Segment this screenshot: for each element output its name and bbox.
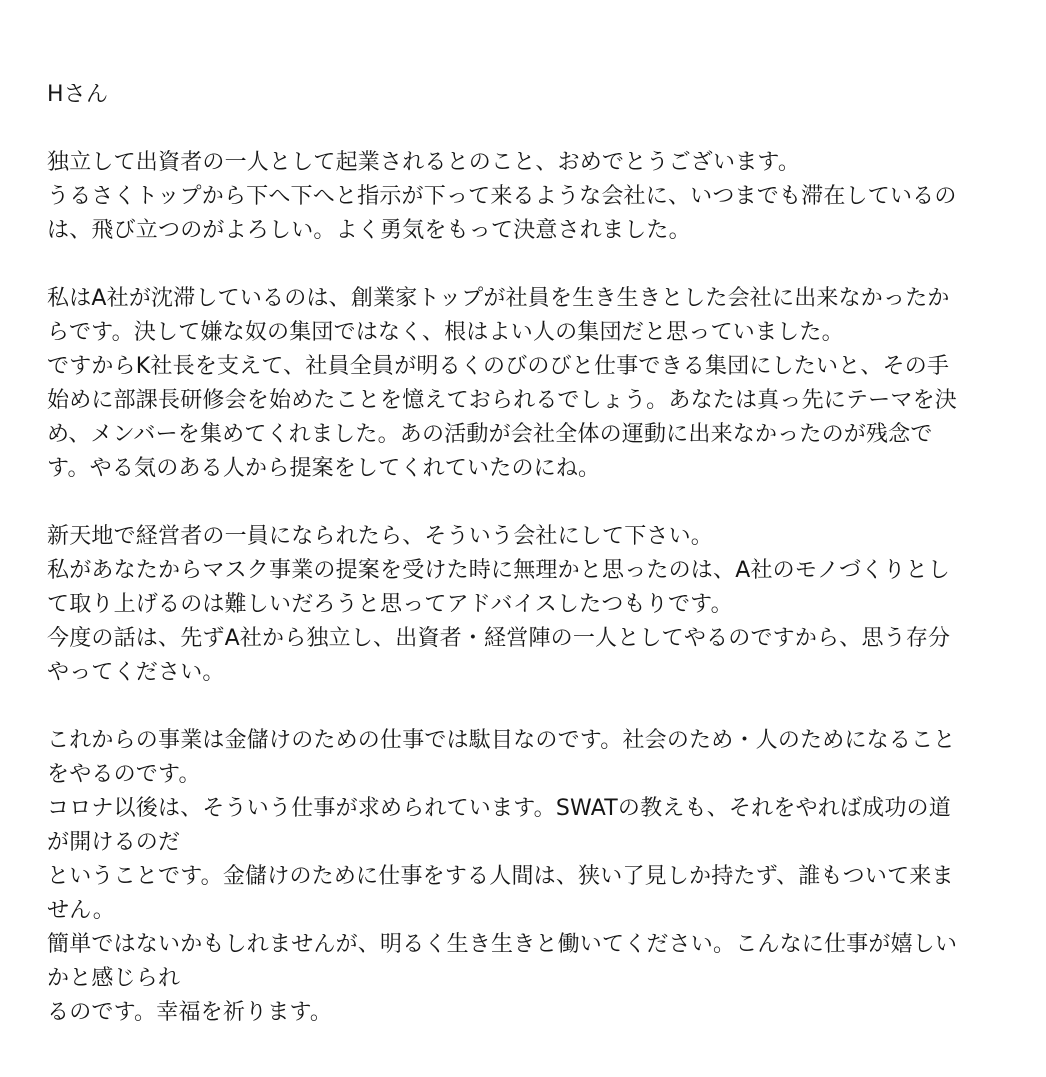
text-line: 私があなたからマスク事業の提案を受けた時に無理かと思ったのは、A社のモノづくりとし <box>47 558 951 583</box>
text-line: らです。決して嫌な奴の集団ではなく、根はよい人の集団だと思っていました。 <box>47 320 844 345</box>
paragraph-spacer <box>47 690 1007 724</box>
paragraph-spacer <box>47 248 1007 282</box>
salutation: Hさん <box>47 82 109 107</box>
text-line: す。やる気のある人から提案をしてくれていたのにね。 <box>47 456 601 481</box>
text-line: やってください。 <box>47 660 225 685</box>
text-line: 独立して出資者の一人として起業されるとのこと、おめでとうございます。 <box>47 150 801 175</box>
text-line: め、メンバーを集めてくれました。あの活動が会社全体の運動に出来なかったのが残念で <box>47 422 933 447</box>
text-line: コロナ以後は、そういう仕事が求められています。SWATの教えも、それをやれば成功の道 <box>47 796 951 821</box>
text-line: ということです。金儲けのために仕事をする人間は、狭い了見しか持たず、誰もついて来ま <box>47 864 954 889</box>
text-line: 簡単ではないかもしれませんが、明るく生き生きと働いてください。こんなに仕事が嬉しい <box>47 932 958 957</box>
text-line: これからの事業は金儲けのための仕事では駄目なのです。社会のため・人のためになること <box>47 728 956 753</box>
text-line: が開けるのだ <box>47 830 181 855</box>
paragraph-spacer <box>47 112 1007 146</box>
text-line: 始めに部課長研修会を始めたことを憶えておられるでしょう。あなたは真っ先にテーマを決 <box>47 388 957 413</box>
letter-body <box>47 78 1007 1030</box>
paragraph-3 <box>47 520 1007 690</box>
text-line: て取り上げるのは難しいだろうと思ってアドバイスしたつもりです。 <box>47 592 733 617</box>
text-line: うるさくトップから下へ下へと指示が下って来るような会社に、いつまでも滞在しているの <box>47 184 957 209</box>
paragraph-spacer <box>47 486 1007 520</box>
text-line: かと感じられ <box>47 966 181 991</box>
text-line: るのです。幸福を祈ります。 <box>47 1000 333 1025</box>
text-line: をやるのです。 <box>47 762 201 787</box>
text-line: 今度の話は、先ずA社から独立し、出資者・経営陣の一人としてやるのですから、思う存分 <box>47 626 951 651</box>
text-line: 新天地で経営者の一員になられたら、そういう会社にして下さい。 <box>47 524 714 549</box>
paragraph-4 <box>47 724 1007 1030</box>
text-line: は、飛び立つのがよろしい。よく勇気をもって決意されました。 <box>47 218 691 243</box>
text-line: ですからK社長を支えて、社員全員が明るくのびのびと仕事できる集団にしたいと、その手 <box>47 354 950 379</box>
paragraph-1 <box>47 146 1007 248</box>
text-line: せん。 <box>47 898 115 923</box>
paragraph-2 <box>47 282 1007 486</box>
text-line: 私はA社が沈滞しているのは、創業家トップが社員を生き生きとした会社に出来なかったか <box>47 286 950 311</box>
